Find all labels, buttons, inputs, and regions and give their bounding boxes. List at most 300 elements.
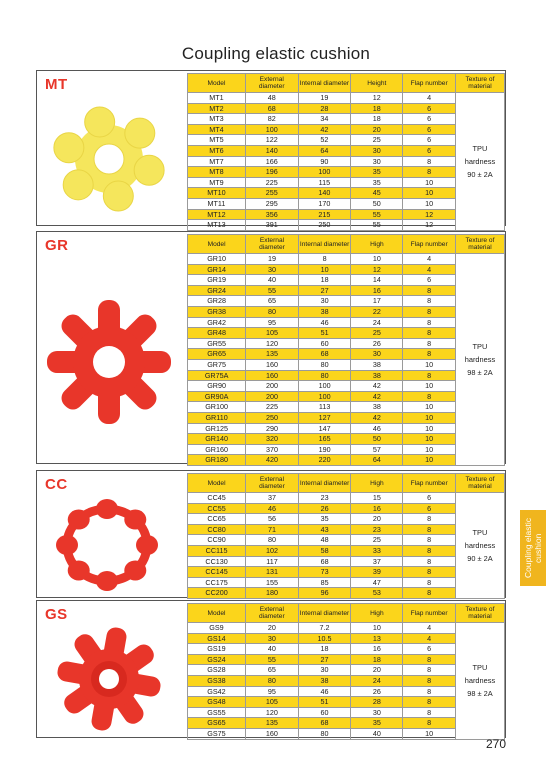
table-cell: 8 xyxy=(403,707,456,718)
gr-header-3: High xyxy=(351,235,403,254)
table-cell: 20 xyxy=(351,665,403,676)
table-cell: 23 xyxy=(298,493,351,504)
table-cell: 20 xyxy=(351,514,403,525)
page-number: 270 xyxy=(486,737,507,751)
table-cell: 10 xyxy=(403,381,455,392)
table-cell: 120 xyxy=(246,338,299,349)
table-cell: 25 xyxy=(351,535,403,546)
table-cell: 23 xyxy=(351,524,403,535)
table-cell: 10 xyxy=(403,455,455,466)
table-cell: 8 xyxy=(403,338,455,349)
table-cell: 24 xyxy=(351,675,403,686)
section-cc xyxy=(36,470,506,598)
table-cell: 16 xyxy=(351,503,403,514)
table-cell: 196 xyxy=(245,167,298,178)
table-cell: 200 xyxy=(246,381,299,392)
table-cell: CC55 xyxy=(188,503,246,514)
table-cell: 140 xyxy=(245,145,298,156)
table-cell: GS24 xyxy=(188,654,246,665)
table-cell: 17 xyxy=(351,296,403,307)
table-cell: 51 xyxy=(298,697,351,708)
table-cell: 200 xyxy=(246,391,299,402)
table-cell: 27 xyxy=(298,654,351,665)
table-cell: 80 xyxy=(246,306,299,317)
table-cell: 15 xyxy=(351,493,403,504)
table-cell: 10 xyxy=(403,359,455,370)
gr-header-1: External diameter xyxy=(246,235,299,254)
table-cell: 24 xyxy=(351,317,403,328)
table-cell: 8 xyxy=(403,349,455,360)
table-cell: CC115 xyxy=(188,545,246,556)
table-cell: GS19 xyxy=(188,644,246,655)
table-cell: 95 xyxy=(246,686,299,697)
table-cell: GR90A xyxy=(188,391,246,402)
table-cell: 255 xyxy=(245,188,298,199)
section-label-gr: GR xyxy=(45,237,69,254)
table-cell: 6 xyxy=(403,644,456,655)
table-cell: 25 xyxy=(351,135,403,146)
table-cell: 20 xyxy=(351,124,403,135)
table-cell: 20 xyxy=(246,623,299,634)
table-cell: 30 xyxy=(351,145,403,156)
table-cell: 6 xyxy=(403,275,455,286)
table-cell: 10 xyxy=(403,412,455,423)
table-cell: 22 xyxy=(351,306,403,317)
table-cell: 38 xyxy=(351,359,403,370)
table-cell: 52 xyxy=(298,135,351,146)
section-gr xyxy=(36,231,506,464)
table-cell: 420 xyxy=(246,455,299,466)
table-cell: 10 xyxy=(403,188,455,199)
table-cell: 37 xyxy=(351,556,403,567)
table-cell: 38 xyxy=(298,306,351,317)
table-cell: 57 xyxy=(351,444,403,455)
section-label-cc: CC xyxy=(45,476,68,493)
table-cell: 56 xyxy=(246,514,299,525)
table-cell: 8 xyxy=(403,306,455,317)
table-cell: 18 xyxy=(351,114,403,125)
table-cell: 55 xyxy=(351,209,403,220)
gs-header-3: High xyxy=(351,604,403,623)
table-cell: 165 xyxy=(298,434,351,445)
table-cell: 46 xyxy=(298,686,351,697)
table-row xyxy=(188,93,505,104)
table-cell: 147 xyxy=(298,423,351,434)
table-cell: 18 xyxy=(351,103,403,114)
table-cell: MT13 xyxy=(188,220,246,231)
table-cell: 28 xyxy=(351,697,403,708)
table-cell: 115 xyxy=(298,177,351,188)
table-cell: 80 xyxy=(298,359,351,370)
table-cell: GR28 xyxy=(188,296,246,307)
table-cell: 42 xyxy=(351,412,403,423)
table-cell: 8 xyxy=(403,285,455,296)
table-cell: GR55 xyxy=(188,338,246,349)
table-cell: GR14 xyxy=(188,264,246,275)
table-cell: GR75A xyxy=(188,370,246,381)
table-cell: 8 xyxy=(403,535,455,546)
table-cell: CC175 xyxy=(188,577,246,588)
table-cell: 35 xyxy=(351,718,403,729)
table-cell: 64 xyxy=(298,145,351,156)
table-cell: 4 xyxy=(403,254,455,265)
table-cell: 6 xyxy=(403,103,455,114)
table-cell: 225 xyxy=(245,177,298,188)
table-cell: GS9 xyxy=(188,623,246,634)
table-cell: 18 xyxy=(351,654,403,665)
table-cell: 10 xyxy=(351,623,403,634)
table-cell: 225 xyxy=(246,402,299,413)
table-cell: 8 xyxy=(403,370,455,381)
table-cell: 73 xyxy=(298,567,351,578)
table-cell: 113 xyxy=(298,402,351,413)
table-cell: 8 xyxy=(403,588,455,599)
table-cell: 102 xyxy=(246,545,299,556)
table-cell: 105 xyxy=(246,697,299,708)
table-cell: 19 xyxy=(298,93,351,104)
table-cell: 12 xyxy=(403,209,455,220)
table-cell: 55 xyxy=(246,654,299,665)
table-cell: 12 xyxy=(351,93,403,104)
table-cell: 16 xyxy=(351,644,403,655)
table-cell: 80 xyxy=(246,535,299,546)
texture-line: hardness xyxy=(464,354,496,364)
table-cell: 170 xyxy=(298,198,351,209)
table-cell: GR160 xyxy=(188,444,246,455)
table-cell: 68 xyxy=(298,718,351,729)
table-cell: 19 xyxy=(246,254,299,265)
table-cell: GR65 xyxy=(188,349,246,360)
table-cell: 43 xyxy=(298,524,351,535)
table-cell: CC90 xyxy=(188,535,246,546)
table-cell: MT2 xyxy=(188,103,246,114)
table-cell: 160 xyxy=(246,370,299,381)
table-cell: MT1 xyxy=(188,93,246,104)
table-cell: 35 xyxy=(298,514,351,525)
cc-header-2: Internal diameter xyxy=(298,474,351,493)
texture-line: 98 ± 2A xyxy=(467,689,493,699)
table-cell: MT3 xyxy=(188,114,246,125)
table-cell: 71 xyxy=(246,524,299,535)
mt-cushion-image xyxy=(43,93,179,223)
table-cell: GR38 xyxy=(188,306,246,317)
table-cell: GS75 xyxy=(188,728,246,739)
table-cell: 45 xyxy=(351,188,403,199)
table-cell: 46 xyxy=(298,317,351,328)
table-cell: 10 xyxy=(403,728,456,739)
table-cell: 105 xyxy=(246,328,299,339)
table-cell: 295 xyxy=(245,198,298,209)
table-cell: MT5 xyxy=(188,135,246,146)
table-cell: 160 xyxy=(246,728,299,739)
gs-spider-shape xyxy=(56,626,162,732)
table-cell: 10.5 xyxy=(298,633,351,644)
gr-spec-table xyxy=(187,234,505,466)
table-cell: 30 xyxy=(298,665,351,676)
texture-line: 90 ± 2A xyxy=(467,553,493,563)
table-cell: 27 xyxy=(298,285,351,296)
table-cell: CC200 xyxy=(188,588,246,599)
texture-line: 90 ± 2A xyxy=(467,169,493,179)
table-cell: 35 xyxy=(351,177,403,188)
table-cell: 100 xyxy=(298,167,351,178)
table-cell: 16 xyxy=(351,285,403,296)
table-cell: 80 xyxy=(298,370,351,381)
table-cell: GR90 xyxy=(188,381,246,392)
table-cell: 250 xyxy=(246,412,299,423)
texture-line: 98 ± 2A xyxy=(467,367,493,377)
gs-header-4: Flap number xyxy=(403,604,456,623)
gr-header-4: Flap number xyxy=(403,235,455,254)
mt-header-0: Model xyxy=(188,74,246,93)
table-cell: 4 xyxy=(403,633,456,644)
gr-header-0: Model xyxy=(188,235,246,254)
table-cell: GS14 xyxy=(188,633,246,644)
table-cell: 4 xyxy=(403,264,455,275)
table-cell: 55 xyxy=(246,285,299,296)
table-cell: 68 xyxy=(245,103,298,114)
gs-header-0: Model xyxy=(188,604,246,623)
table-cell: 166 xyxy=(245,156,298,167)
table-cell: 30 xyxy=(246,633,299,644)
table-cell: GS28 xyxy=(188,665,246,676)
table-cell: 10 xyxy=(403,434,455,445)
table-cell: 370 xyxy=(246,444,299,455)
table-cell: 30 xyxy=(351,707,403,718)
table-cell: 131 xyxy=(246,567,299,578)
table-cell: 30 xyxy=(351,349,403,360)
table-cell: 40 xyxy=(246,275,299,286)
table-row xyxy=(188,493,505,504)
table-cell: 35 xyxy=(351,167,403,178)
table-cell: 8 xyxy=(298,254,351,265)
table-cell: 100 xyxy=(245,124,298,135)
table-cell: MT9 xyxy=(188,177,246,188)
cc-header-1: External diameter xyxy=(246,474,299,493)
table-cell: 42 xyxy=(351,391,403,402)
table-cell: 6 xyxy=(403,145,455,156)
table-cell: 8 xyxy=(403,567,455,578)
table-cell: 30 xyxy=(298,296,351,307)
table-cell: 95 xyxy=(246,317,299,328)
table-cell: 30 xyxy=(246,264,299,275)
table-cell: 65 xyxy=(246,296,299,307)
table-cell: 46 xyxy=(246,503,299,514)
table-cell: CC45 xyxy=(188,493,246,504)
table-cell: 65 xyxy=(246,665,299,676)
gr-cushion-image xyxy=(43,292,179,432)
table-cell: 25 xyxy=(351,328,403,339)
texture-line: TPU xyxy=(472,663,488,673)
table-cell: 90 xyxy=(298,156,351,167)
gs-texture-cell xyxy=(455,623,504,740)
cc-spec-table xyxy=(187,473,505,599)
table-cell: 4 xyxy=(403,93,455,104)
table-cell: 122 xyxy=(245,135,298,146)
table-cell: 6 xyxy=(403,135,455,146)
table-cell: 42 xyxy=(351,381,403,392)
table-row xyxy=(188,623,505,634)
cc-ring-shape xyxy=(56,499,158,591)
mt-texture-cell xyxy=(455,93,504,231)
table-cell: 8 xyxy=(403,156,455,167)
table-row xyxy=(188,254,505,265)
mt-header-4: Flap number xyxy=(403,74,455,93)
table-cell: 37 xyxy=(246,493,299,504)
table-cell: 6 xyxy=(403,124,455,135)
table-cell: GS55 xyxy=(188,707,246,718)
gs-header-1: External diameter xyxy=(246,604,299,623)
cc-header-4: Flap number xyxy=(403,474,455,493)
table-cell: 60 xyxy=(298,338,351,349)
gr-header-2: Internal diameter xyxy=(298,235,351,254)
table-cell: 58 xyxy=(298,545,351,556)
table-cell: 48 xyxy=(245,93,298,104)
table-cell: 180 xyxy=(246,588,299,599)
table-cell: 80 xyxy=(246,675,299,686)
gr-spider-shape xyxy=(47,300,171,424)
table-cell: 10 xyxy=(403,423,455,434)
table-cell: 8 xyxy=(403,665,456,676)
table-cell: 8 xyxy=(403,328,455,339)
page-title: Coupling elastic cushion xyxy=(181,44,371,63)
table-cell: GR140 xyxy=(188,434,246,445)
table-cell: MT6 xyxy=(188,145,246,156)
table-cell: CC80 xyxy=(188,524,246,535)
table-cell: 8 xyxy=(403,167,455,178)
table-cell: CC130 xyxy=(188,556,246,567)
gs-spec-table xyxy=(187,603,505,740)
table-cell: 120 xyxy=(246,707,299,718)
table-cell: 8 xyxy=(403,556,455,567)
table-cell: 82 xyxy=(245,114,298,125)
table-cell: 100 xyxy=(298,391,351,402)
table-cell: 8 xyxy=(403,524,455,535)
table-cell: 8 xyxy=(403,697,456,708)
table-cell: 47 xyxy=(351,577,403,588)
table-cell: 46 xyxy=(351,423,403,434)
table-cell: GR24 xyxy=(188,285,246,296)
table-cell: 68 xyxy=(298,556,351,567)
table-cell: 10 xyxy=(298,264,351,275)
table-cell: 14 xyxy=(351,275,403,286)
table-cell: 85 xyxy=(298,577,351,588)
table-cell: 26 xyxy=(351,338,403,349)
texture-line: TPU xyxy=(472,341,488,351)
table-cell: 38 xyxy=(351,402,403,413)
section-mt xyxy=(36,70,506,230)
table-cell: 51 xyxy=(298,328,351,339)
table-cell: MT7 xyxy=(188,156,246,167)
table-cell: 12 xyxy=(403,220,455,231)
table-cell: 8 xyxy=(403,577,455,588)
table-cell: 8 xyxy=(403,296,455,307)
table-cell: GR75 xyxy=(188,359,246,370)
table-cell: 320 xyxy=(246,434,299,445)
table-cell: 4 xyxy=(403,623,456,634)
gs-header-5: Texture of material xyxy=(455,604,504,623)
table-cell: 50 xyxy=(351,434,403,445)
table-cell: 96 xyxy=(298,588,351,599)
table-cell: 18 xyxy=(298,275,351,286)
table-cell: MT4 xyxy=(188,124,246,135)
table-cell: 53 xyxy=(351,588,403,599)
table-cell: 8 xyxy=(403,718,456,729)
table-cell: MT11 xyxy=(188,198,246,209)
table-cell: 8 xyxy=(403,545,455,556)
table-cell: 10 xyxy=(351,254,403,265)
table-cell: 40 xyxy=(351,728,403,739)
mt-spider-shape xyxy=(54,107,164,211)
table-cell: 33 xyxy=(351,545,403,556)
table-cell: 38 xyxy=(351,370,403,381)
table-cell: 10 xyxy=(403,444,455,455)
gr-texture-cell xyxy=(455,254,504,466)
table-cell: 135 xyxy=(246,349,299,360)
table-cell: 12 xyxy=(351,264,403,275)
texture-line: hardness xyxy=(464,540,496,550)
cc-header-0: Model xyxy=(188,474,246,493)
table-cell: 127 xyxy=(298,412,351,423)
gs-cushion-image xyxy=(43,623,179,733)
table-cell: GR10 xyxy=(188,254,246,265)
cc-texture-cell xyxy=(455,493,504,599)
table-cell: 8 xyxy=(403,675,456,686)
table-cell: 18 xyxy=(298,644,351,655)
table-cell: 290 xyxy=(246,423,299,434)
texture-line: TPU xyxy=(472,527,488,537)
gr-header-5: Texture of material xyxy=(455,235,504,254)
cc-header-5: Texture of material xyxy=(455,474,504,493)
table-cell: 250 xyxy=(298,220,351,231)
table-cell: 155 xyxy=(246,577,299,588)
table-cell: MT12 xyxy=(188,209,246,220)
table-cell: MT8 xyxy=(188,167,246,178)
table-cell: GR180 xyxy=(188,455,246,466)
table-cell: GS65 xyxy=(188,718,246,729)
table-cell: 50 xyxy=(351,198,403,209)
table-cell: 48 xyxy=(298,535,351,546)
table-cell: 60 xyxy=(298,707,351,718)
table-cell: 356 xyxy=(245,209,298,220)
table-cell: 8 xyxy=(403,686,456,697)
table-cell: MT10 xyxy=(188,188,246,199)
table-cell: 68 xyxy=(298,349,351,360)
side-tab: Coupling elastic cushion xyxy=(520,510,546,586)
mt-header-5: Texture of material xyxy=(455,74,504,93)
table-cell: 34 xyxy=(298,114,351,125)
table-cell: 160 xyxy=(246,359,299,370)
mt-spec-table xyxy=(187,73,505,231)
table-cell: 30 xyxy=(351,156,403,167)
table-cell: 38 xyxy=(298,675,351,686)
table-cell: 8 xyxy=(403,514,455,525)
section-gs xyxy=(36,600,506,738)
table-cell: GR110 xyxy=(188,412,246,423)
cc-header-3: High xyxy=(351,474,403,493)
gs-header-2: Internal diameter xyxy=(298,604,351,623)
table-cell: 140 xyxy=(298,188,351,199)
table-cell: 42 xyxy=(298,124,351,135)
table-cell: GR42 xyxy=(188,317,246,328)
table-cell: 80 xyxy=(298,728,351,739)
table-cell: 13 xyxy=(351,633,403,644)
table-cell: 6 xyxy=(403,503,455,514)
table-cell: 6 xyxy=(403,493,455,504)
table-cell: 26 xyxy=(351,686,403,697)
mt-header-1: External diameter xyxy=(245,74,298,93)
table-cell: 28 xyxy=(298,103,351,114)
